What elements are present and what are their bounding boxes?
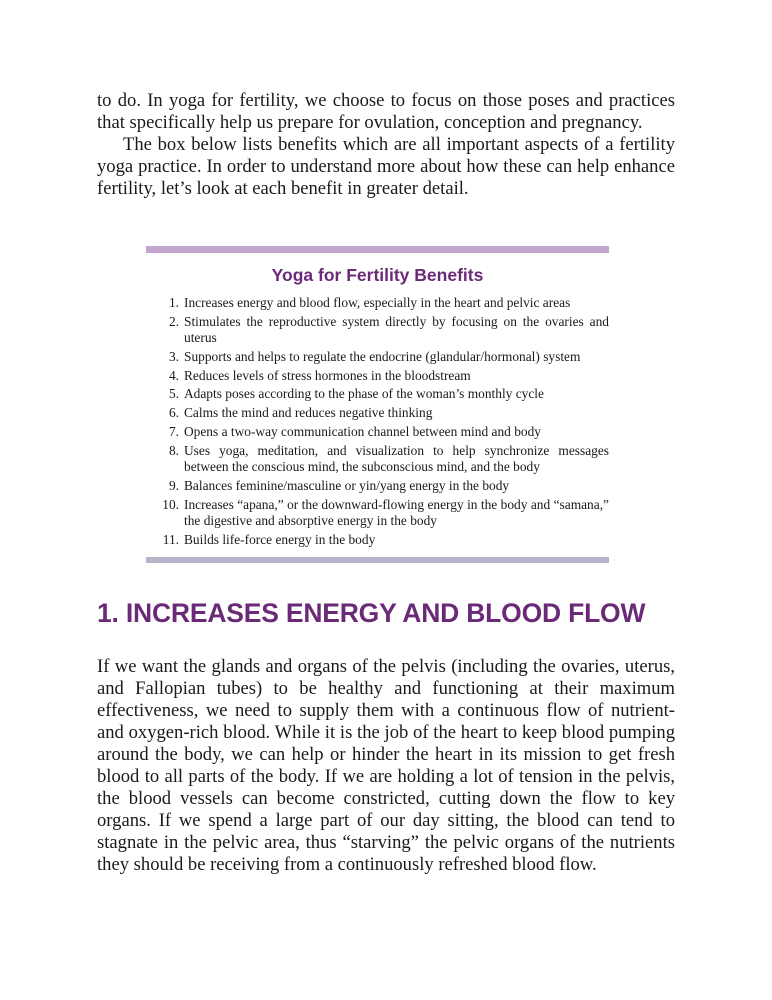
box-top-rule bbox=[146, 246, 609, 253]
list-item-number: 7. bbox=[168, 424, 179, 440]
benefits-box bbox=[146, 246, 609, 563]
list-item bbox=[146, 349, 609, 365]
list-item-text: Calms the mind and reduces negative thinking bbox=[184, 405, 433, 421]
list-item-text: Balances feminine/masculine or yin/yang energy in the body bbox=[184, 477, 510, 493]
list-item-number: 10. bbox=[162, 496, 179, 512]
section-heading: 1. INCREASES ENERGY AND BLOOD FLOW bbox=[97, 598, 646, 628]
list-item bbox=[146, 532, 609, 548]
box-title: Yoga for Fertility Benefits bbox=[271, 265, 484, 285]
list-item-number: 1. bbox=[168, 295, 179, 310]
list-item bbox=[146, 368, 609, 384]
list-item-text: Increases “apana,” or the downward-flowing energy in the body and “samana,” the digestive and absorptive energy in the body bbox=[184, 496, 609, 529]
list-item-number: 9. bbox=[168, 477, 179, 493]
section-body bbox=[97, 656, 675, 876]
list-item-text: Reduces levels of stress hormones in the bloodstream bbox=[184, 367, 471, 383]
list-item bbox=[146, 478, 609, 494]
list-item bbox=[146, 443, 609, 476]
list-item bbox=[146, 386, 609, 402]
list-item-text: Adapts poses according to the phase of the woman’s monthly cycle bbox=[184, 386, 544, 402]
benefits-list bbox=[146, 295, 609, 557]
intro-paragraph-1: to do. In yoga for fertility, we choose to focus on those poses and practices that specifically help us prepare for ovulation, conception and pregnancy. bbox=[97, 90, 675, 133]
list-item bbox=[146, 314, 609, 347]
intro-paragraph-2: The box below lists benefits which are all important aspects of a fertility yoga practice. In order to understand more about how these can help enhance fertility, let’s look at each benefit in greater detail. bbox=[97, 134, 675, 199]
list-item-text: Builds life-force energy in the body bbox=[184, 531, 376, 547]
list-item-number: 3. bbox=[168, 348, 179, 364]
intro-text bbox=[97, 90, 675, 200]
list-item-text: Uses yoga, meditation, and visualization to help synchronize messages between the conscious mind, the subconscious mind, and the body bbox=[184, 442, 609, 475]
list-item bbox=[146, 497, 609, 530]
list-item bbox=[146, 424, 609, 440]
list-item-text: Supports and helps to regulate the endocrine (glandular/hormonal) system bbox=[184, 348, 581, 364]
list-item bbox=[146, 295, 609, 311]
section-paragraph: If we want the glands and organs of the pelvis (including the ovaries, uterus, and Fallopian tubes) to be healthy and functioning at their maximum effectiveness, we need to supply them with a continuous flow of nutrient- and oxygen-rich blood. While it is the job of the heart to keep blood pumping around the body, we can help or hinder the heart in its mission to get fresh blood to all parts of the body. If we are holding a lot of tension in the pelvis, the blood vessels can become constricted, cutting down the flow to key organs. If we spend a large part of our day sitting, the blood can tend to stagnate in the pelvic area, thus “starving” the pelvic organs of the nutrients they should be receiving from a continuously refreshed blood flow. bbox=[97, 656, 675, 875]
list-item-text: Opens a two-way communication channel between mind and body bbox=[184, 424, 541, 440]
list-item-number: 5. bbox=[168, 386, 179, 402]
list-item-number: 2. bbox=[168, 313, 179, 329]
list-item-number: 8. bbox=[168, 442, 179, 458]
list-item-text: Stimulates the reproductive system directly by focusing on the ovaries and uterus bbox=[184, 313, 609, 346]
box-bottom-rule bbox=[146, 557, 609, 563]
list-item bbox=[146, 405, 609, 421]
list-item-text: Increases energy and blood flow, especially in the heart and pelvic areas bbox=[184, 295, 571, 310]
list-item-number: 6. bbox=[168, 405, 179, 421]
list-item-number: 4. bbox=[168, 367, 179, 383]
list-item-number: 11. bbox=[162, 531, 179, 547]
